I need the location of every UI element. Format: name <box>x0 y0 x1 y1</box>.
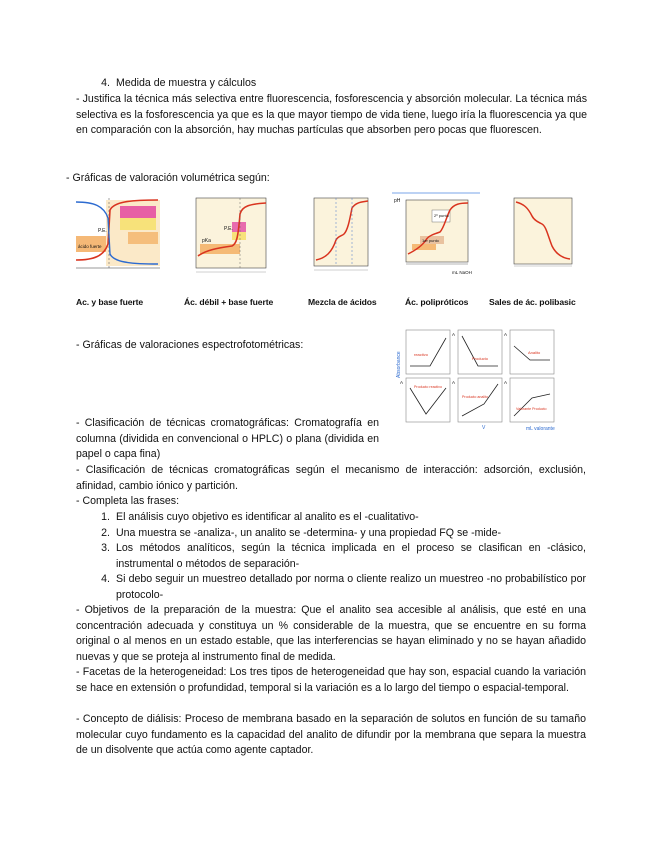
list-number: 1. <box>101 511 110 523</box>
axis-label: mL valorante <box>526 426 555 432</box>
panel-label: Valorante Producto <box>516 407 547 411</box>
panel-label: Producto analito <box>462 395 488 399</box>
figure-spectrophotometric-grid <box>392 326 588 432</box>
list-number: 3. <box>101 542 110 554</box>
panel-label: Producto reactivo <box>414 385 442 389</box>
completa-heading: - Completa las frases: <box>76 495 180 507</box>
axis-label: A <box>400 380 404 385</box>
figure-polybasic-salts <box>510 196 574 268</box>
axis-label: A <box>452 332 456 337</box>
figure-label: 2º punto <box>434 213 449 218</box>
objetivos-paragraph: - Objetivos de la preparación de la muestra: Que el analito sea accesible al análisis, que esté en una concentración adecuada y constituya un % considerable de la muestra, que se encuentre en su forma original o al menos en un estado estable, que las interferencias se hayan eliminado y no se hayan añadido nuevas y que se proteja al instrumento final de medida. <box>76 604 586 663</box>
caption-acid-mixture: Mezcla de ácidos <box>308 297 377 307</box>
list-number: 4. <box>101 573 110 585</box>
figure-label: pKa <box>202 238 211 244</box>
figure-acid-mixture <box>308 194 372 274</box>
figure-strong-acid-base <box>74 194 160 272</box>
spectro-ylabel: Absorbance <box>396 351 402 378</box>
section-number: 4. <box>101 77 110 89</box>
list-item: Si debo seguir un muestreo detallado por norma o cliente realizo un muestreo -no probabilístico por protocolo- <box>116 573 586 601</box>
figure-label: P.E. <box>224 226 233 232</box>
axis-label: A <box>452 380 456 385</box>
chroma-mechanism: - Clasificación de técnicas cromatográficas según el mecanismo de interacción: adsorción, exclusión, afinidad, cambio iónico y partición. <box>76 464 586 492</box>
caption-polybasic-salts: Sales de ác. polibasic <box>489 297 576 307</box>
section-heading: Medida de muestra y cálculos <box>116 77 257 89</box>
list-item: Los métodos analíticos, según la técnica implicada en el proceso se clasifican en -clásico, instrumental o métodos de separación- <box>116 542 586 570</box>
caption-polyprotic: Ác. polipróticos <box>405 297 469 307</box>
axis-label: V <box>482 425 486 431</box>
axis-label: A <box>504 380 508 385</box>
figure-weak-acid-strong-base <box>188 194 270 276</box>
figure-label: mL NaOH <box>452 270 472 275</box>
figure-label: ácido fuerte <box>78 244 102 249</box>
facetas-paragraph: - Facetas de la heterogeneidad: Los tres tipos de heterogeneidad que hay son, espacial cuando la variación se hace en extensión o profundidad, temporal si la variación es a lo largo del tiempo o espacial-temporal. <box>76 666 586 694</box>
spectro-heading: - Gráficas de valoraciones espectrofotométricas: <box>76 339 304 351</box>
panel-label: Analito <box>528 350 541 355</box>
caption-strong-acid-base: Ac. y base fuerte <box>76 297 144 307</box>
dialisis-paragraph: - Concepto de diálisis: Proceso de membrana basado en la separación de solutos en función de su tamaño molecular cuyo fundamento es la capacidad del analito de difundir por la membrana que separa la muestra de un disolvente que actúa como agente captador. <box>76 713 586 757</box>
volumetric-heading: - Gráficas de valoración volumétrica según: <box>66 172 270 184</box>
fluorescence-paragraph: - Justifica la técnica más selectiva entre fluorescencia, fosforescencia y absorción molecular. La técnica más selectiva es la fosforescencia ya que es la que mayor tiempo de vida tiene, luego iría la fluorescencia ya que en comparación con la absorción, hay muchas partículas que absorben pero pocas que fluorescen. <box>76 93 587 137</box>
panel-label: reactivo <box>414 352 429 357</box>
panel-label: Producto <box>472 356 489 361</box>
axis-label: A <box>504 332 508 337</box>
list-item: El análisis cuyo objetivo es identificar al analito es el -cualitativo- <box>116 511 419 523</box>
list-number: 2. <box>101 527 110 539</box>
figure-label: 1er punto <box>422 238 439 243</box>
figure-label: pH <box>394 198 401 204</box>
list-item: Una muestra se -analiza-, un analito se -determina- y una propiedad FQ se -mide- <box>116 527 502 539</box>
chroma-classification: - Clasificación de técnicas cromatográficas: Cromatografía en columna (dividida en convencional o HPLC) o plana (dividida en papel o capa fina) <box>76 417 379 461</box>
caption-weak-acid: Ác. débil + base fuerte <box>184 297 274 307</box>
figure-label: P.E. <box>98 228 107 234</box>
figure-polyprotic <box>392 192 480 276</box>
